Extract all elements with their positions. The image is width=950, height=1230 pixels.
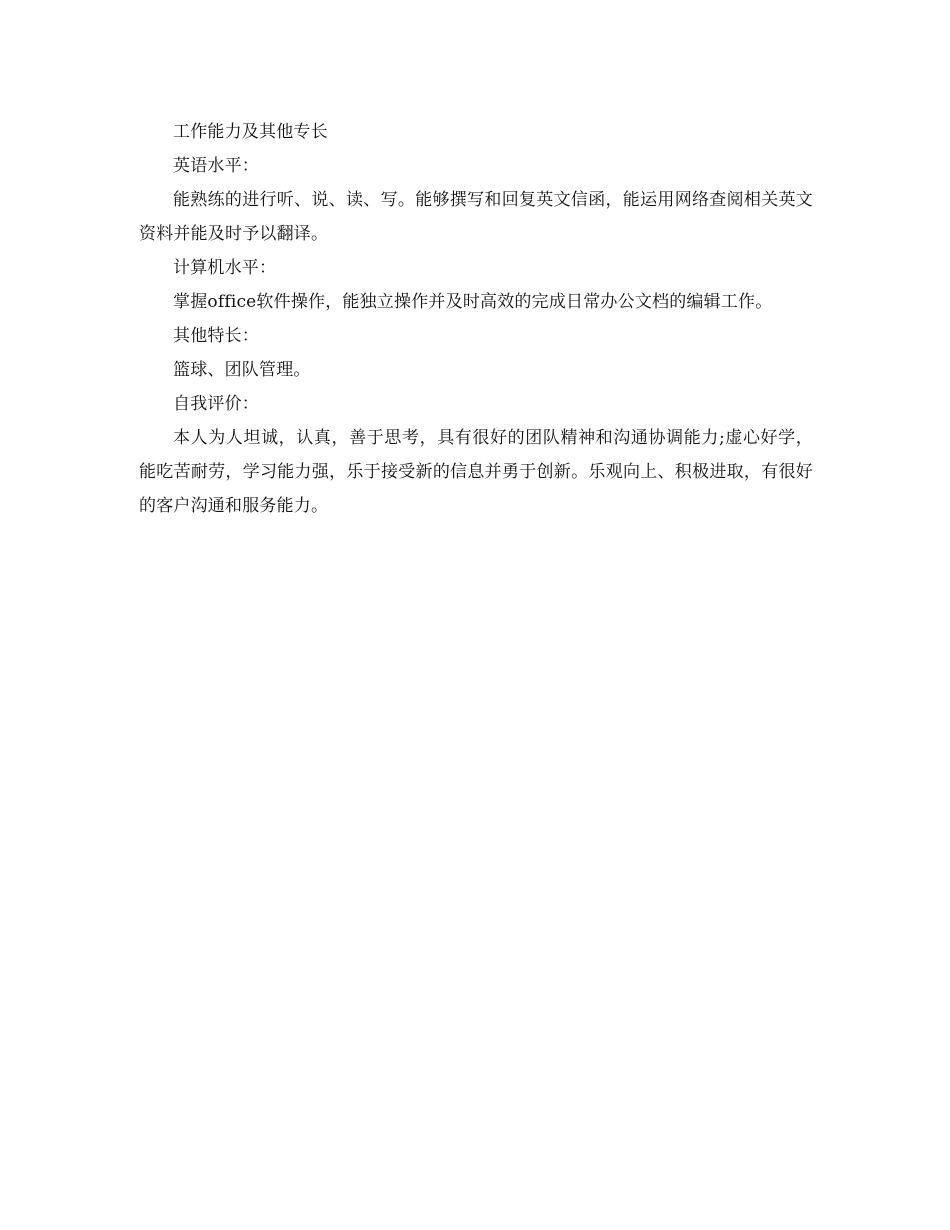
section-heading-work-ability: 工作能力及其他专长 bbox=[173, 122, 328, 142]
subheading-computer-level: 计算机水平： bbox=[173, 258, 277, 278]
paragraph-english-level: 能熟练的进行听、说、读、写。能够撰写和回复英文信函，能运用网络查阅相关英文资料并能及时予以翻译。 bbox=[139, 190, 813, 244]
paragraph-other-skills: 篮球、团队管理。 bbox=[173, 360, 311, 380]
subheading-other-skills: 其他特长： bbox=[173, 326, 259, 346]
subheading-english-level: 英语水平： bbox=[173, 156, 259, 176]
subheading-self-evaluation: 自我评价： bbox=[173, 394, 259, 414]
paragraph-computer-level: 掌握office软件操作，能独立操作并及时高效的完成日常办公文档的编辑工作。 bbox=[173, 292, 773, 312]
paragraph-self-evaluation: 本人为人坦诚，认真，善于思考，具有很好的团队精神和沟通协调能力;虚心好学，能吃苦耐劳，学习能力强，乐于接受新的信息并勇于创新。乐观向上、积极进取，有很好的客户沟通和服务能力。 bbox=[139, 428, 813, 516]
document-body bbox=[139, 115, 813, 523]
